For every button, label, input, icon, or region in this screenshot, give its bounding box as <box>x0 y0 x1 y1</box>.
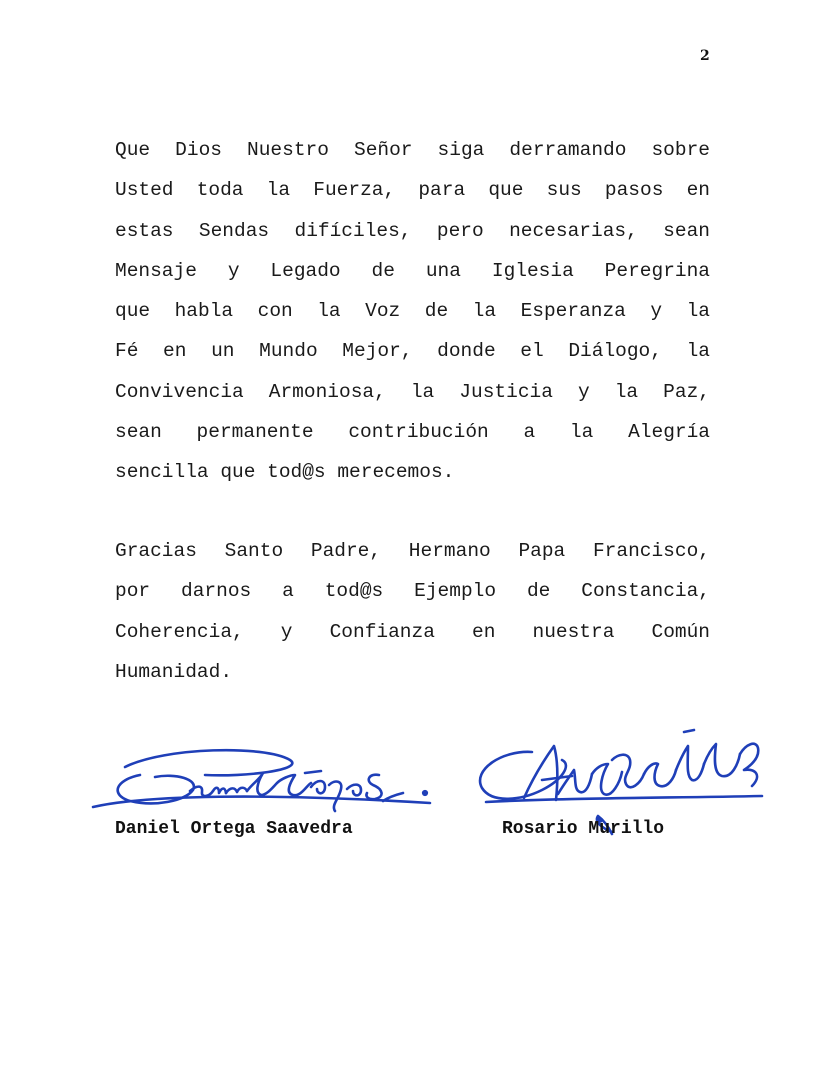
page-number: 2 <box>700 48 710 64</box>
text-line: sencilla que tod@s merecemos. <box>115 461 455 484</box>
paragraph-gratitude <box>115 531 710 692</box>
text-line: Humanidad. <box>115 660 233 683</box>
text-line: Usted toda la Fuerza, para que sus pasos en <box>115 179 710 202</box>
text-line: Coherencia, y Confianza en nuestra Común <box>115 620 710 643</box>
text-line: que habla con la Voz de la Esperanza y la <box>115 300 710 323</box>
text-line: Gracias Santo Padre, Hermano Papa Francisco, <box>115 540 710 562</box>
text-line: Que Dios Nuestro Señor siga derramando sobre <box>115 139 710 161</box>
signer-name-ortega: Daniel Ortega Saavedra <box>115 819 353 839</box>
text-line: estas Sendas difíciles, pero necesarias, sean <box>115 219 710 242</box>
text-line: sean permanente contribución a la Alegría <box>115 421 710 444</box>
paragraph-closing-blessing <box>115 130 710 493</box>
signer-name-murillo: Rosario Murillo <box>502 819 665 839</box>
text-line: Mensaje y Legado de una Iglesia Peregrina <box>115 259 710 282</box>
handwritten-signature-murillo <box>462 710 772 880</box>
text-line: Convivencia Armoniosa, la Justicia y la Paz, <box>115 380 710 403</box>
text-line: por darnos a tod@s Ejemplo de Constancia, <box>115 580 710 603</box>
text-line: Fé en un Mundo Mejor, donde el Diálogo, la <box>115 340 710 363</box>
